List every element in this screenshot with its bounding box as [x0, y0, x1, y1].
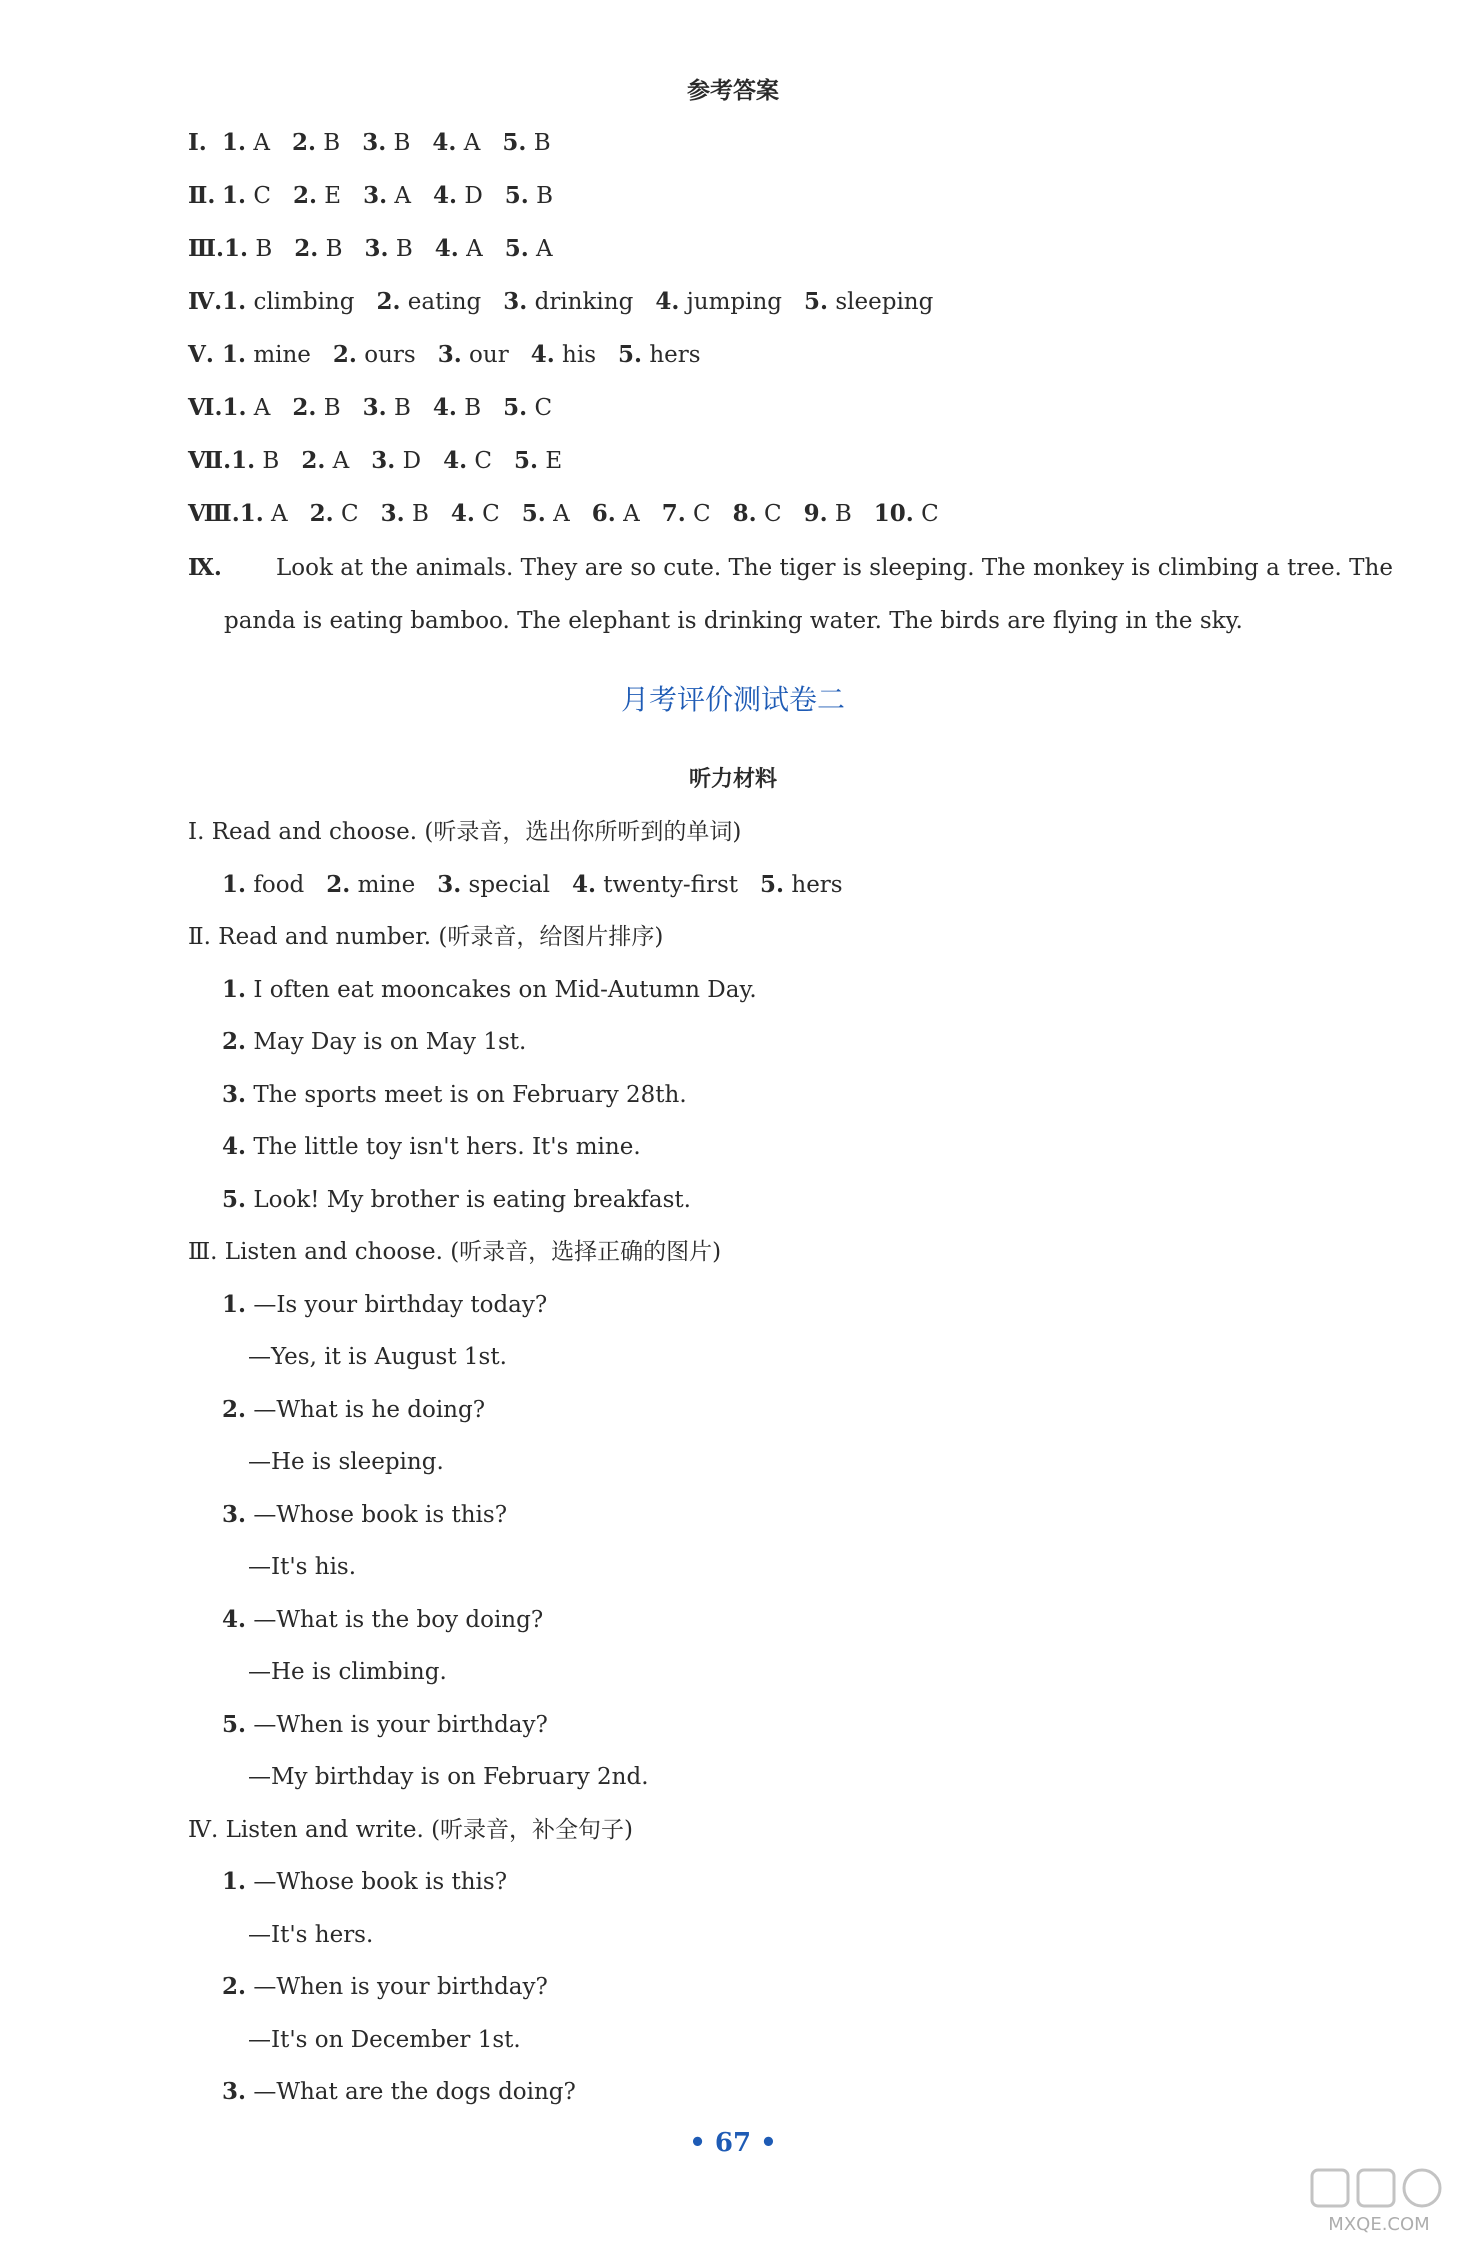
item-number: 3. [437, 341, 462, 368]
section-heading: Ⅱ. Read and number. (听录音，给图片排序) [188, 924, 664, 950]
item-number: 3. [437, 871, 462, 898]
roman-numeral: Ⅱ. [188, 182, 216, 209]
dialogue-line [222, 975, 757, 1005]
item-value: B [536, 183, 554, 209]
item-number: 4. [434, 235, 459, 262]
item-value: B [255, 236, 273, 262]
dialogue-line [248, 1552, 356, 1582]
line-text: —Whose book is this? [253, 1502, 508, 1528]
item-value: hers [649, 342, 701, 368]
line-text: —When is your birthday? [253, 1974, 548, 2000]
dialogue-line [222, 1395, 485, 1425]
item-number: 3. [222, 1081, 247, 1108]
answer-item [733, 499, 782, 529]
section-heading: Ⅰ. Read and choose. (听录音，选出你所听到的单词) [188, 819, 742, 845]
answer-item [293, 181, 341, 211]
answer-row [188, 128, 573, 158]
item-value: B [533, 130, 551, 156]
answer-item [522, 499, 570, 529]
answer-ix-line2: panda is eating bamboo. The elephant is drinking water. The birds are flying in the sky. [224, 608, 1243, 634]
item-number: 1. [231, 447, 256, 474]
answer-item [294, 234, 342, 264]
item-number: 3. [503, 288, 528, 315]
item-number: 2. [222, 1028, 247, 1055]
item-number: 2. [292, 182, 317, 209]
answer-item [505, 234, 553, 264]
line-text: Look! My brother is eating breakfast. [253, 1187, 691, 1213]
item-number: 6. [591, 500, 616, 527]
item-number: 1. [222, 394, 247, 421]
item-number: 5. [222, 1186, 247, 1213]
item-value: C [693, 501, 711, 527]
item-value: D [464, 183, 483, 209]
line-text: —What is the boy doing? [253, 1607, 544, 1633]
line-text: The sports meet is on February 28th. [253, 1082, 687, 1108]
roman-numeral: Ⅸ. [188, 554, 222, 581]
line-text: —He is sleeping. [248, 1449, 444, 1475]
answers-title: 参考答案 [687, 77, 779, 104]
answer-item [443, 446, 492, 476]
item-number: 5. [502, 129, 527, 156]
answer-item [592, 499, 640, 529]
word-item [326, 870, 415, 900]
item-number: 4. [450, 500, 475, 527]
dialogue-line [248, 1342, 507, 1372]
dialogue-line [222, 1867, 507, 1897]
item-value: our [469, 342, 509, 368]
item-value: A [623, 501, 640, 527]
item-number: 4. [433, 182, 458, 209]
item-value: his [562, 342, 597, 368]
line-text: May Day is on May 1st. [253, 1029, 527, 1055]
answer-item [222, 340, 311, 370]
item-value: B [393, 130, 411, 156]
item-number: 5. [504, 182, 529, 209]
item-number: 2. [222, 1973, 247, 2000]
item-number: 3. [362, 394, 387, 421]
answer-item [874, 499, 939, 529]
answer-item [514, 446, 562, 476]
line-text: —Whose book is this? [253, 1869, 508, 1895]
item-number: 2. [222, 1396, 247, 1423]
answer-item [365, 234, 413, 264]
section-title: 月考评价测试卷二 [620, 683, 845, 716]
item-number: 3. [222, 1501, 247, 1528]
answer-item [503, 393, 552, 423]
dialogue-line [248, 1447, 444, 1477]
roman-numeral: Ⅷ. [188, 500, 240, 527]
item-value: B [262, 448, 280, 474]
answer-item [292, 128, 340, 158]
dialogue-line [222, 2077, 576, 2107]
item-value: C [341, 501, 359, 527]
item-value: mine [253, 342, 311, 368]
line-text: —Is your birthday today? [253, 1292, 548, 1318]
item-number: 5. [503, 394, 528, 421]
item-number: 1. [222, 182, 247, 209]
answer-item [231, 446, 279, 476]
item-value: hers [791, 872, 843, 898]
roman-numeral: Ⅰ. [188, 129, 207, 156]
item-number: 3. [371, 447, 396, 474]
dialogue-line [222, 1080, 687, 1110]
answer-ix-roman [188, 553, 222, 583]
dialogue-line [222, 1290, 547, 1320]
answer-item [618, 340, 701, 370]
answer-item [804, 287, 933, 317]
answer-item [381, 499, 429, 529]
answer-row [188, 234, 575, 264]
item-number: 3. [222, 2078, 247, 2105]
item-number: 1. [222, 871, 247, 898]
word-item [437, 870, 550, 900]
answer-item [433, 393, 481, 423]
line-text: —What are the dogs doing? [253, 2079, 576, 2105]
answer-item [222, 181, 271, 211]
item-value: E [545, 448, 563, 474]
answer-item [362, 128, 410, 158]
answer-item [363, 181, 411, 211]
page-number: • 67 • [689, 2128, 777, 2158]
item-value: C [474, 448, 492, 474]
item-value: jumping [686, 289, 783, 315]
item-number: 1. [222, 1291, 247, 1318]
item-number: 1. [222, 976, 247, 1003]
line-text: —When is your birthday? [253, 1712, 548, 1738]
answer-item [222, 393, 270, 423]
item-number: 3. [363, 182, 388, 209]
answer-item [502, 128, 550, 158]
item-number: 4. [222, 1606, 247, 1633]
answer-item [371, 446, 421, 476]
item-number: 4. [530, 341, 555, 368]
item-number: 2. [301, 447, 326, 474]
answer-row [188, 499, 961, 529]
item-number: 7. [661, 500, 686, 527]
line-text: —Yes, it is August 1st. [248, 1344, 507, 1370]
line-text: The little toy isn't hers. It's mine. [253, 1134, 641, 1160]
item-number: 5. [504, 235, 529, 262]
answer-ix-line1: Look at the animals. They are so cute. The tiger is sleeping. The monkey is climbing a tree. The [276, 555, 1393, 581]
item-value: C [763, 501, 782, 527]
item-value: twenty-first [603, 872, 739, 898]
section-heading: Ⅳ. Listen and write. (听录音，补全句子) [188, 1817, 634, 1843]
item-value: B [323, 395, 341, 421]
answer-item [333, 340, 416, 370]
roman-numeral: Ⅵ. [188, 394, 223, 421]
item-value: special [468, 872, 550, 898]
roman-numeral: Ⅴ. [188, 341, 214, 368]
line-text: —My birthday is on February 2nd. [248, 1764, 649, 1790]
item-value: mine [357, 872, 416, 898]
item-number: 3. [362, 129, 387, 156]
item-value: A [394, 183, 412, 209]
item-value: B [325, 236, 343, 262]
item-value: B [395, 236, 413, 262]
line-text: —It's on December 1st. [248, 2027, 521, 2053]
item-value: C [921, 501, 939, 527]
item-number: 4. [443, 447, 468, 474]
item-value: D [402, 448, 422, 474]
answer-item [451, 499, 500, 529]
answer-item [433, 181, 483, 211]
item-value: E [324, 183, 342, 209]
item-value: C [253, 183, 271, 209]
item-number: 4. [571, 871, 596, 898]
answer-item [301, 446, 349, 476]
answer-item [292, 393, 340, 423]
item-number: 1. [222, 341, 247, 368]
item-number: 8. [732, 500, 757, 527]
item-number: 10. [873, 500, 914, 527]
answer-row [188, 181, 575, 211]
answer-item [432, 128, 480, 158]
answer-row [188, 340, 723, 370]
watermark-text: MXQE.COM [1328, 2214, 1430, 2235]
item-value: A [466, 236, 483, 262]
item-value: ours [364, 342, 416, 368]
answer-item [435, 234, 483, 264]
item-value: A [332, 448, 350, 474]
item-value: B [834, 501, 852, 527]
item-number: 1. [222, 288, 247, 315]
item-number: 1. [239, 500, 264, 527]
answer-item [655, 287, 782, 317]
item-value: drinking [534, 289, 634, 315]
item-number: 5. [222, 1711, 247, 1738]
answer-item [240, 499, 288, 529]
line-text: —He is climbing. [248, 1659, 447, 1685]
item-number: 2. [309, 500, 334, 527]
dialogue-line [222, 1132, 641, 1162]
answer-item [662, 499, 711, 529]
item-value: food [253, 872, 305, 898]
item-number: 5. [760, 871, 785, 898]
item-number: 5. [514, 447, 539, 474]
item-value: eating [407, 289, 482, 315]
dialogue-line [222, 1185, 691, 1215]
line-text: —It's hers. [248, 1922, 374, 1948]
item-number: 2. [376, 288, 401, 315]
item-number: 1. [222, 129, 247, 156]
line-text: —It's his. [248, 1554, 357, 1580]
item-number: 5. [521, 500, 546, 527]
item-number: 2. [294, 235, 319, 262]
answer-item [503, 287, 633, 317]
answer-item [224, 234, 272, 264]
section-heading: Ⅲ. Listen and choose. (听录音，选择正确的图片) [188, 1239, 722, 1265]
roman-numeral: Ⅲ. [188, 235, 225, 262]
item-number: 4. [432, 394, 457, 421]
item-value: B [411, 501, 429, 527]
answer-item [376, 287, 481, 317]
dialogue-line [222, 1027, 526, 1057]
item-value: B [464, 395, 482, 421]
word-item [222, 870, 304, 900]
item-value: A [271, 501, 288, 527]
answer-item [363, 393, 411, 423]
dialogue-line [248, 1657, 447, 1687]
item-value: C [482, 501, 500, 527]
item-value: A [253, 130, 270, 156]
word-list [222, 870, 865, 900]
answer-item [222, 128, 270, 158]
dialogue-line [222, 1605, 543, 1635]
item-value: A [553, 501, 570, 527]
item-number: 9. [803, 500, 828, 527]
item-number: 2. [332, 341, 357, 368]
item-value: A [253, 395, 271, 421]
item-number: 1. [222, 1868, 247, 1895]
item-value: B [323, 130, 341, 156]
item-number: 5. [804, 288, 829, 315]
word-item [760, 870, 843, 900]
listening-title: 听力材料 [688, 767, 777, 792]
answer-item [505, 181, 553, 211]
item-number: 5. [618, 341, 643, 368]
dialogue-line [248, 2025, 521, 2055]
item-number: 3. [380, 500, 405, 527]
item-value: sleeping [835, 289, 934, 315]
item-value: climbing [253, 289, 355, 315]
roman-numeral: Ⅶ. [188, 447, 232, 474]
dialogue-line [222, 1710, 548, 1740]
word-item [572, 870, 738, 900]
item-number: 2. [326, 871, 351, 898]
roman-numeral: Ⅳ. [188, 288, 223, 315]
item-value: A [463, 130, 481, 156]
item-value: B [393, 395, 411, 421]
dialogue-line [222, 1500, 507, 1530]
item-number: 1. [224, 235, 249, 262]
dialogue-line [222, 1972, 548, 2002]
item-number: 2. [291, 129, 316, 156]
answer-item [222, 287, 354, 317]
answer-item [531, 340, 596, 370]
answer-item [804, 499, 852, 529]
item-number: 4. [432, 129, 457, 156]
item-value: C [534, 395, 553, 421]
item-number: 4. [222, 1133, 247, 1160]
dialogue-line [248, 1762, 649, 1792]
item-number: 4. [655, 288, 680, 315]
answer-item [310, 499, 359, 529]
answer-row [188, 446, 584, 476]
item-number: 2. [292, 394, 317, 421]
line-text: —What is he doing? [253, 1397, 486, 1423]
item-number: 3. [364, 235, 389, 262]
dialogue-line [248, 1920, 373, 1950]
answer-item [438, 340, 509, 370]
answer-row [188, 393, 574, 423]
answer-row [188, 287, 955, 317]
line-text: I often eat mooncakes on Mid-Autumn Day. [253, 977, 757, 1003]
item-value: A [536, 236, 553, 262]
watermark-logo [1304, 2166, 1454, 2236]
